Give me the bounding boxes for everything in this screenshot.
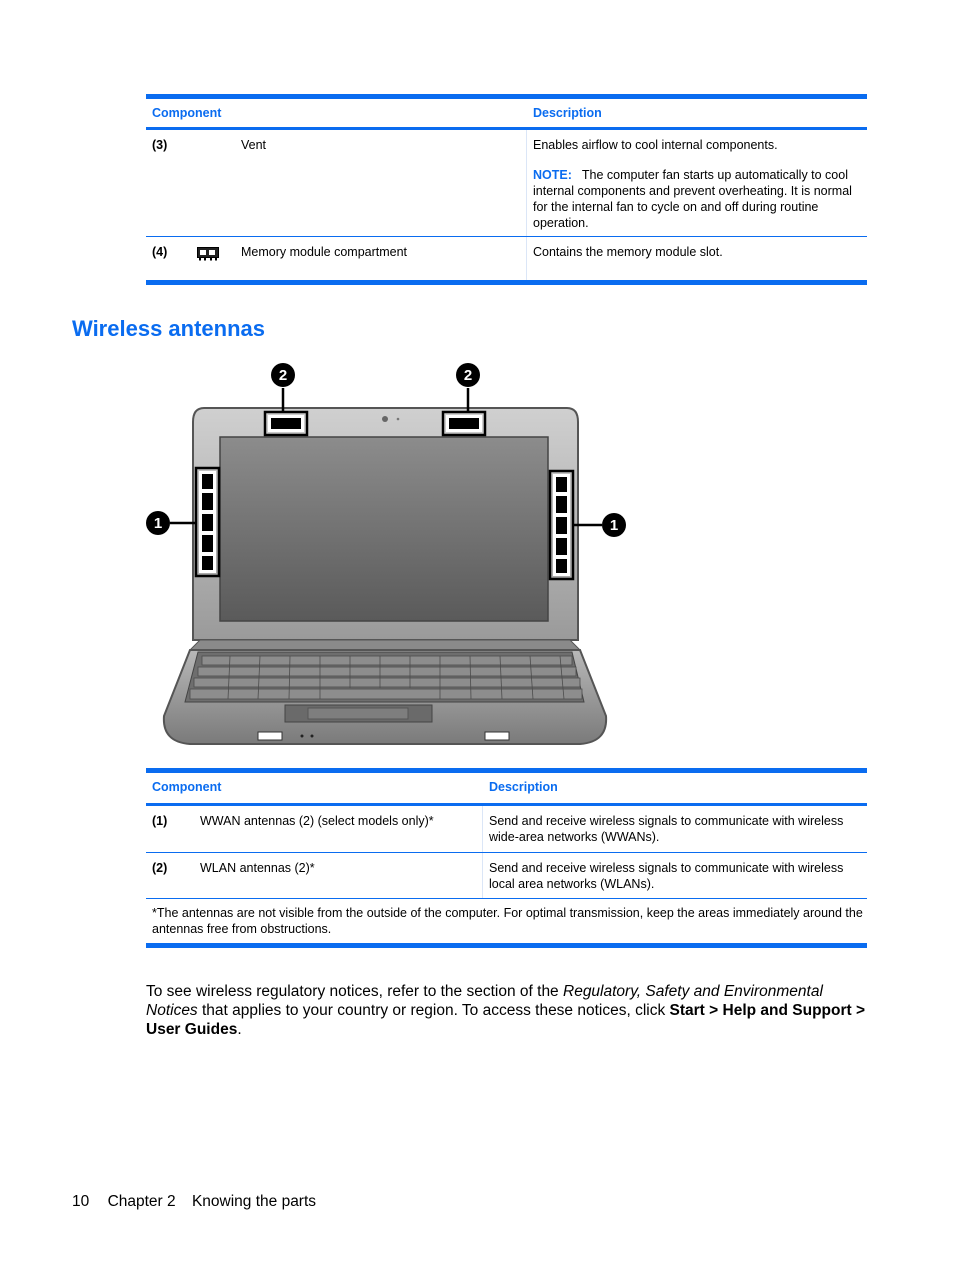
row-component: WLAN antennas (2)*	[200, 861, 315, 875]
menu-path: Start > Help and Support > User Guides	[146, 1002, 866, 1038]
callout-1-right: 1	[609, 517, 619, 534]
table-row	[146, 806, 867, 853]
table-row	[146, 237, 867, 285]
laptop-figure	[140, 358, 640, 750]
chapter-label: Chapter 2	[107, 1193, 176, 1210]
row-description: Contains the memory module slot.	[533, 245, 723, 259]
paragraph-text: To see wireless regulatory notices, refer to the section of the	[146, 983, 563, 1000]
table-footnote: *The antennas are not visible from the outside of the computer. For optimal transmission, keep the areas immediately around the antennas free from obstructions.	[152, 906, 863, 936]
chapter-title: Knowing the parts	[191, 1193, 317, 1210]
table-row	[146, 130, 867, 237]
table-footnote-row	[146, 899, 867, 948]
note-label: NOTE:	[533, 168, 572, 182]
components-table-1	[146, 94, 867, 285]
row-component: WWAN antennas (2) (select models only)*	[200, 814, 434, 828]
table-header	[146, 94, 867, 130]
section-title: Wireless antennas	[72, 316, 265, 341]
row-number: (4)	[152, 245, 168, 259]
header-description: Description	[489, 780, 558, 794]
table-row	[146, 853, 867, 899]
header-description: Description	[533, 106, 602, 120]
row-component: Memory module compartment	[241, 245, 408, 259]
memory-module-icon	[197, 247, 219, 265]
regulatory-paragraph	[146, 982, 866, 1039]
document-title-italic: Regulatory, Safety and Environmental Notices	[146, 983, 823, 1019]
paragraph-text: that applies to your country or region. To access these notices, click	[197, 1002, 670, 1019]
page-number: 10	[72, 1193, 90, 1210]
table-header	[146, 768, 867, 806]
row-component: Vent	[241, 138, 267, 152]
header-component: Component	[152, 780, 222, 794]
callout-2-right: 2	[463, 367, 473, 384]
header-component: Component	[152, 106, 222, 120]
row-description: Enables airflow to cool internal components.	[533, 138, 778, 152]
components-table-2	[146, 768, 867, 948]
row-description: Send and receive wireless signals to communicate with wireless local area networks (WLANs).	[489, 861, 844, 891]
row-number: (1)	[152, 814, 168, 828]
row-number: (3)	[152, 138, 168, 152]
row-number: (2)	[152, 861, 168, 875]
callout-2-left: 2	[278, 367, 288, 384]
row-description: Send and receive wireless signals to communicate with wireless wide-area networks (WWANs).	[489, 814, 844, 844]
note	[533, 167, 865, 231]
page-footer	[72, 1193, 330, 1211]
paragraph-text: .	[237, 1021, 242, 1038]
callout-1-left: 1	[153, 515, 163, 532]
note-text: The computer fan starts up automatically to cool internal components and prevent overheating. It is normal for the internal fan to cycle on and off during routine operation.	[533, 168, 852, 230]
